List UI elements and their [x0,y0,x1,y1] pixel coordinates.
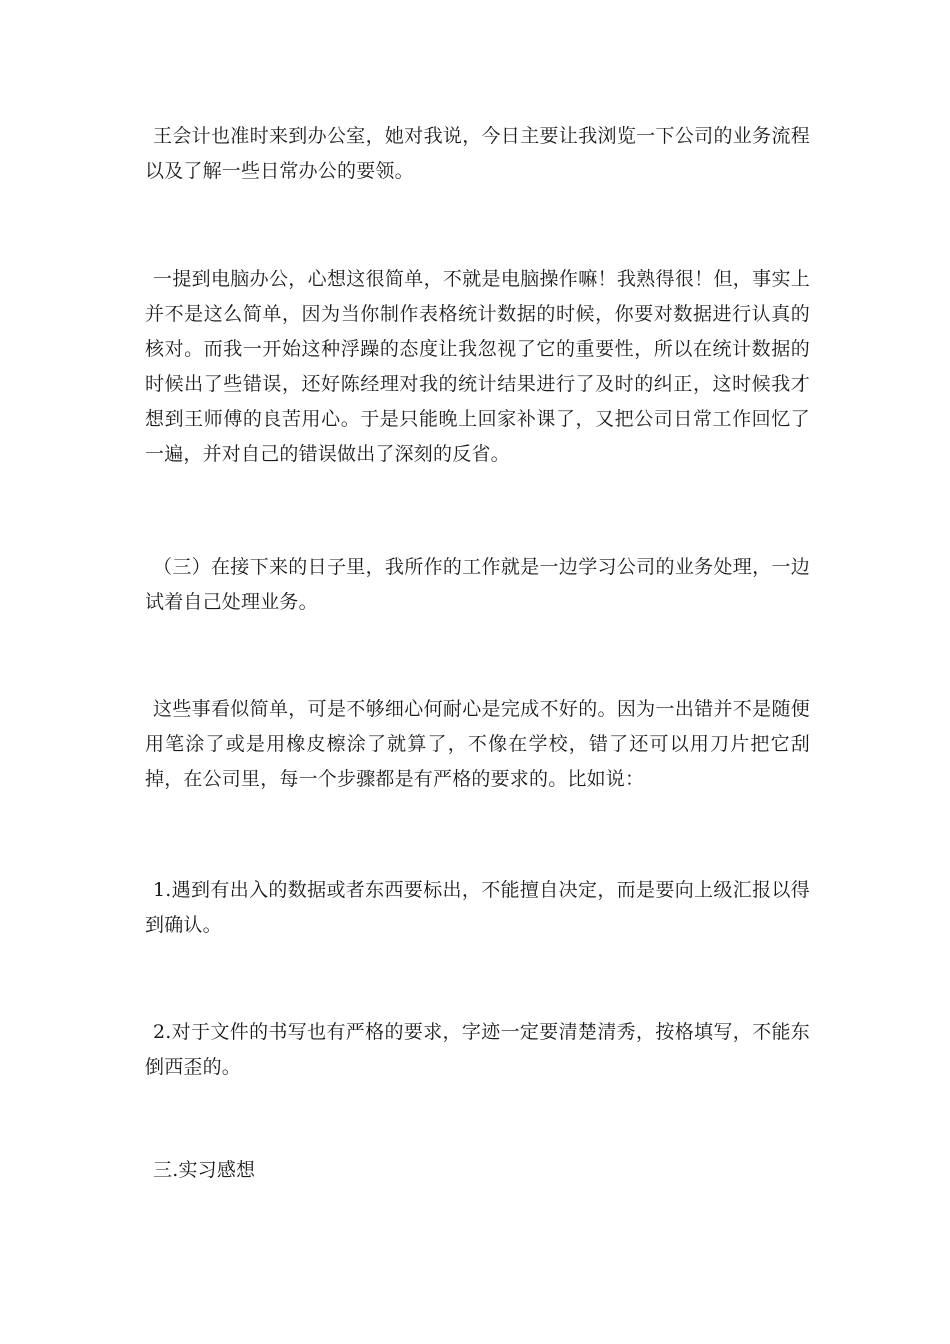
paragraph-computer-office: 一提到电脑办公，心想这很简单，不就是电脑操作嘛！我熟得很！但，事实上并不是这么简单，因为当你制作表格统计数据的时候，你要对数据进行认真的核对。而我一开始这种浮躁的态度让我忽视了它的重要性，所以在统计数据的时候出了些错误，还好陈经理对我的统计结果进行了及时的纠正，这时候我才想到王师傅的良苦用心。于是只能晚上回家补课了，又把公司日常工作回忆了一遍，并对自己的错误做出了深刻的反省。 [145,268,810,465]
list-item-1: 1.遇到有出入的数据或者东西要标出，不能擅自决定，而是要向上级汇报以得到确认。 [145,879,810,936]
paragraph-details-matter: 这些事看似简单，可是不够细心何耐心是完成不好的。因为一出错并不是随便用笔涂了或是用橡皮檫涂了就算了，不像在学校，错了还可以用刀片把它刮掉，在公司里，每一个步骤都是有严格的要求的。比如说： [145,698,810,790]
paragraph-accountant-arrival: 王会计也准时来到办公室，她对我说，今日主要让我浏览一下公司的业务流程以及了解一些日常办公的要领。 [145,125,810,182]
list-item-2: 2.对于文件的书写也有严格的要求，字迹一定要清楚清秀，按格填写，不能东倒西歪的。 [145,1021,810,1078]
paragraph-section-three: （三）在接下来的日子里，我所作的工作就是一边学习公司的业务处理，一边试着自己处理业务。 [145,556,810,613]
section-heading-internship-thoughts: 三.实习感想 [153,1159,256,1181]
